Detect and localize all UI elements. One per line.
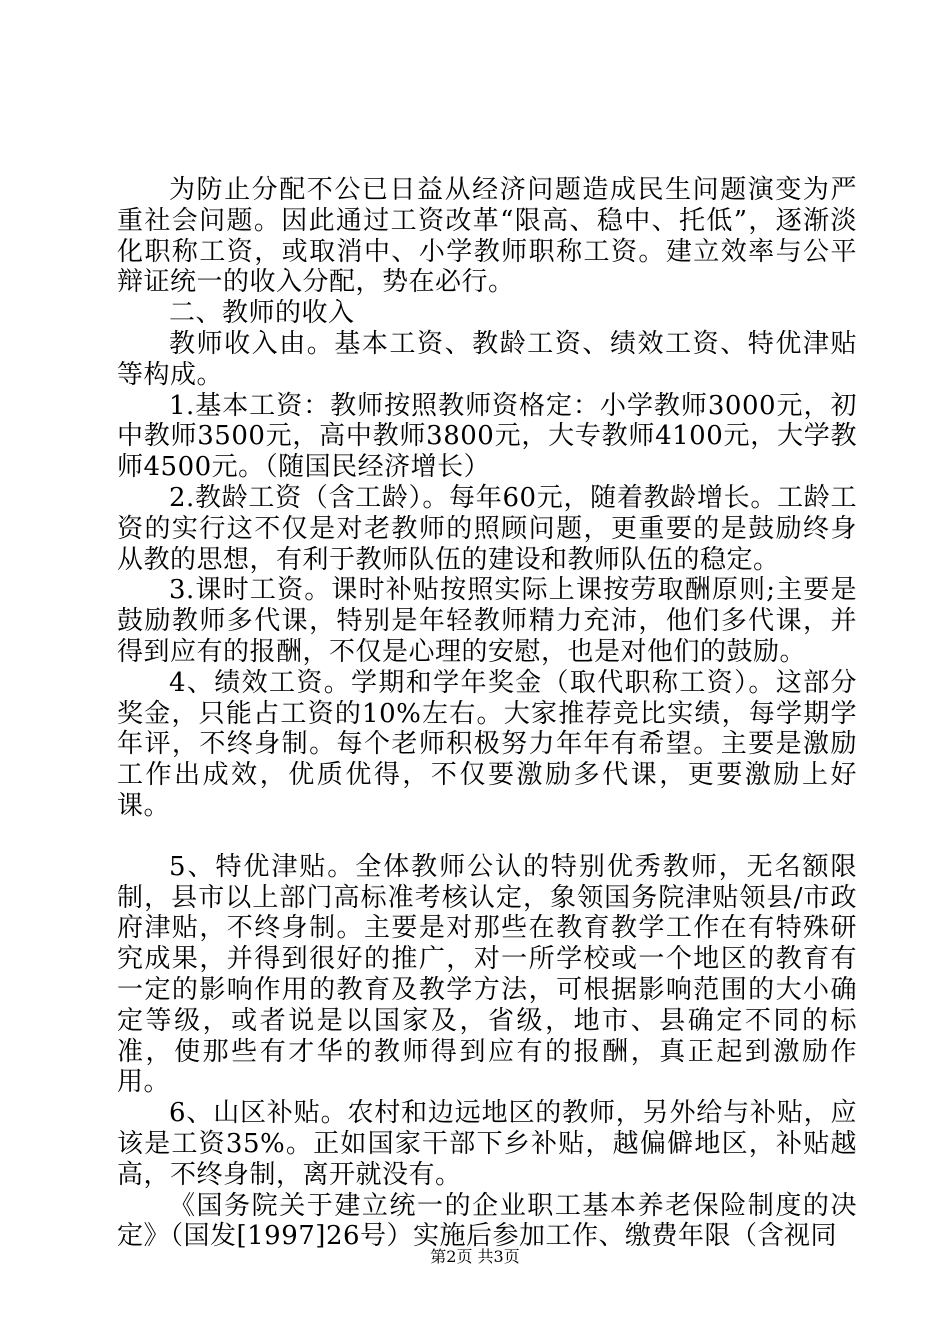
paragraph-basic-salary: 1.基本工资：教师按照教师资格定：小学教师3000元，初中教师3500元，高中教师3800元，大专教师4100元，大学教师4500元。（随国民经济增长）: [117, 390, 857, 483]
page-footer: 第2页 共3页: [430, 1247, 520, 1266]
paragraph-intro: 为防止分配不公已日益从经济问题造成民生问题演变为严重社会问题。因此通过工资改革“限高、稳中、托低”，逐渐淡化职称工资，或取消中、小学教师职称工资。建立效率与公平辩证统一的收入分配，势在必行。: [117, 175, 857, 298]
paragraph-gap: [117, 822, 857, 852]
paragraph-special-allowance: 5、特优津贴。全体教师公认的特别优秀教师，无名额限制，县市以上部门高标准考核认定，象领国务院津贴领县/市政府津贴，不终身制。主要是对那些在教育教学工作在有特殊研究成果，并得到很好的推广，对一所学校或一个地区的教育有一定的影响作用的教育及教学方法，可根据影响范围的大小确定等级，或者说是以国家及，省级，地市、县确定不同的标准，使那些有才华的教师得到应有的报酬，真正起到激励作用。: [117, 851, 857, 1098]
document-body: [117, 175, 857, 1252]
paragraph-performance-pay: 4、绩效工资。学期和学年奖金（取代职称工资）。这部分奖金，只能占工资的10%左右。大家推荐竞比实绩，每学期学年评，不终身制。每个老师积极努力年年有希望。主要是激励工作出成效，优质优得，不仅要激励多代课，更要激励上好课。: [117, 667, 857, 821]
paragraph-mountain-allowance: 6、山区补贴。农村和边远地区的教师，另外给与补贴，应该是工资35%。正如国家干部下乡补贴，越偏僻地区，补贴越高，不终身制，离开就没有。: [117, 1098, 857, 1190]
paragraph-seniority-pay: 2.教龄工资（含工龄）。每年60元，随着教龄增长。工龄工资的实行这不仅是对老教师的照顾问题，更重要的是鼓励终身从教的思想，有利于教师队伍的建设和教师队伍的稳定。: [117, 482, 857, 575]
paragraph-class-hour-pay: 3.课时工资。课时补贴按照实际上课按劳取酬原则;主要是鼓励教师多代课，特别是年轻教师精力充沛，他们多代课，并得到应有的报酬，不仅是心理的安慰，也是对他们的鼓励。: [117, 575, 857, 667]
section-heading: 二、教师的收入: [169, 298, 355, 329]
paragraph-income-composition: 教师收入由。基本工资、教龄工资、绩效工资、特优津贴等构成。: [117, 328, 857, 390]
paragraph-state-council-decision: 《国务院关于建立统一的企业职工基本养老保险制度的决定》（国发[1997]26号）实施后参加工作、缴费年限（含视同: [117, 1190, 857, 1252]
